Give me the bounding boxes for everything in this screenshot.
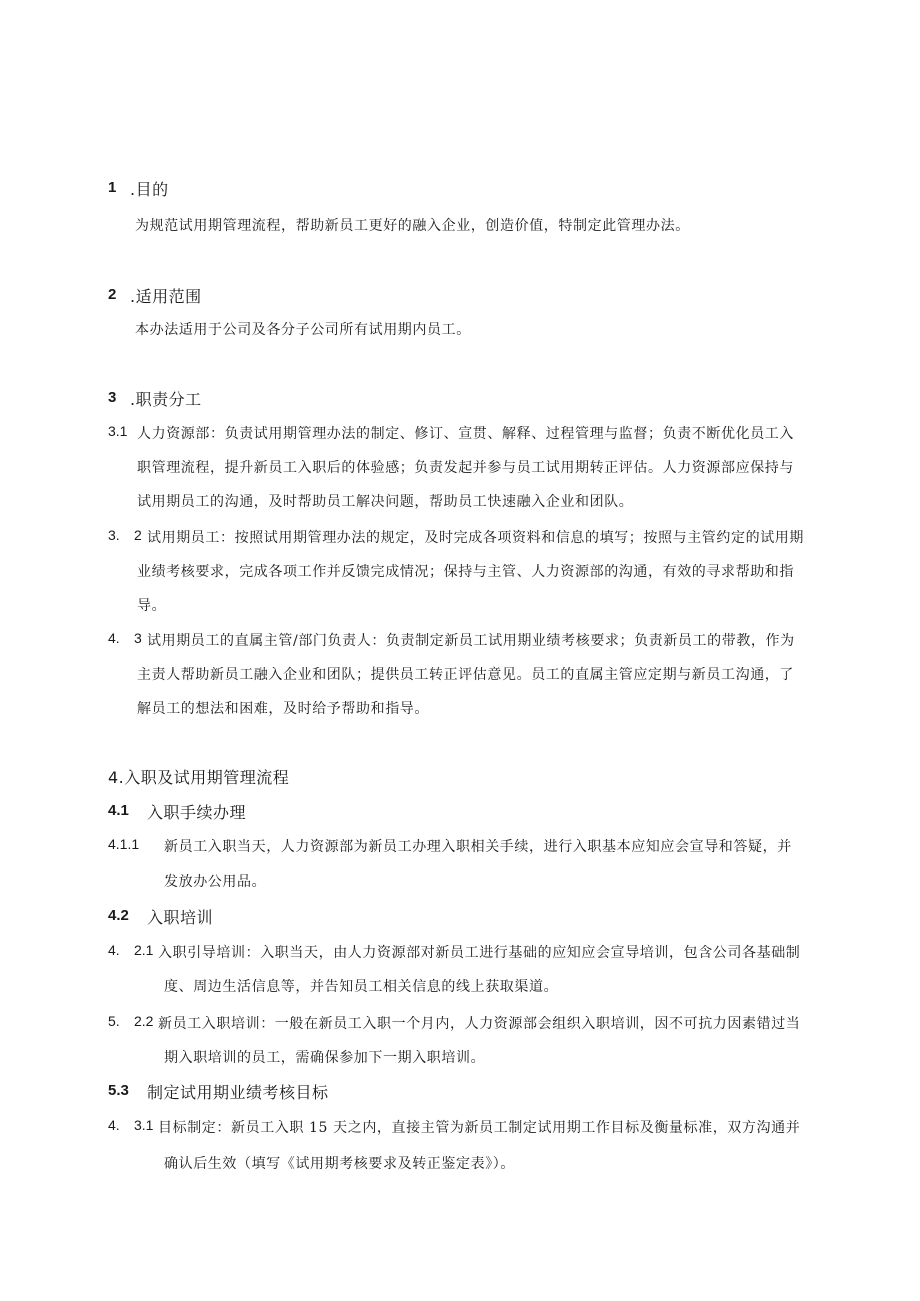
item-4-2-2-line-2: 期入职培训的员工，需确保参加下一期入职培训。: [164, 1050, 486, 1066]
section-2-body: 本办法适用于公司及各分子公司所有试用期内员工。: [135, 322, 471, 338]
section-1-title: .目的: [130, 180, 169, 199]
item-4-2-2-number: 5.: [108, 1013, 120, 1029]
item-3-2-subnumber: 2: [134, 527, 142, 543]
item-4-1-1-number: 4.1.1: [108, 836, 140, 852]
item-3-2-line-1: 试用期员工：按照试用期管理办法的规定，及时完成各项资料和信息的填写；按照与主管约定的试用期: [147, 530, 804, 546]
item-4-2-1-subnumber: 2.1: [134, 942, 154, 958]
item-4-3-1-number: 4.: [108, 1117, 120, 1133]
item-4-2-1-line-2: 度、周边生活信息等，并告知员工相关信息的线上获取渠道。: [164, 979, 559, 995]
section-3-title: .职责分工: [130, 390, 202, 409]
item-4-2-1-line-1: 入职引导培训：入职当天，由人力资源部对新员工进行基础的应知应会宣导培训，包含公司各基础制: [158, 945, 801, 961]
subsection-4-1-title: 入职手续办理: [147, 803, 247, 822]
item-3-3-number: 4.: [108, 630, 120, 646]
item-4-2-2-subnumber: 2.2: [134, 1013, 154, 1029]
subsection-4-1-number: 4.1: [108, 802, 129, 819]
item-3-3-subnumber: 3: [134, 630, 142, 646]
item-4-1-1-line-2: 发放办公用品。: [164, 874, 267, 890]
item-3-3-line-3: 解员工的想法和困难，及时给予帮助和指导。: [137, 701, 429, 717]
item-3-2-line-3: 导。: [137, 598, 167, 614]
section-2-number: 2: [108, 286, 117, 303]
item-4-3-1-line-2: 确认后生效（填写《试用期考核要求及转正鉴定表》）。: [164, 1156, 515, 1172]
item-4-3-1-line-1: 目标制定：新员工入职 15 天之内，直接主管为新员工制定试用期工作目标及衡量标准，双方沟通并: [158, 1120, 801, 1136]
item-3-1-number: 3.1: [108, 423, 128, 439]
item-4-3-1-subnumber: 3.1: [134, 1117, 154, 1133]
subsection-4-2-title: 入职培训: [147, 908, 214, 927]
item-3-3-line-2: 主责人帮助新员工融入企业和团队；提供员工转正评估意见。员工的直属主管应定期与新员工沟通，了: [137, 667, 794, 683]
item-3-3-line-1: 试用期员工的直属主管/部门负责人：负责制定新员工试用期业绩考核要求；负责新员工的带教，作为: [147, 633, 795, 649]
item-3-2-number: 3.: [108, 527, 120, 543]
item-4-2-2-line-1: 新员工入职培训：一般在新员工入职一个月内，人力资源部会组织入职培训，因不可抗力因素错过当: [158, 1016, 801, 1032]
section-1-number: 1: [108, 179, 117, 196]
subsection-5-3-title: 制定试用期业绩考核目标: [147, 1083, 329, 1102]
section-2-title: .适用范围: [130, 287, 202, 306]
section-4-title: 4.入职及试用期管理流程: [108, 768, 290, 787]
item-3-1-line-2: 职管理流程，提升新员工入职后的体验感；负责发起并参与员工试用期转正评估。人力资源部应保持与: [137, 460, 794, 476]
item-3-2-line-2: 业绩考核要求，完成各项工作并反馈完成情况；保持与主管、人力资源部的沟通，有效的寻求帮助和指: [137, 564, 794, 580]
item-4-2-1-number: 4.: [108, 942, 120, 958]
subsection-5-3-number: 5.3: [108, 1082, 129, 1099]
section-3-number: 3: [108, 389, 117, 406]
item-4-1-1-line-1: 新员工入职当天，人力资源部为新员工办理入职相关手续，进行入职基本应知应会宣导和答疑，并: [164, 839, 792, 855]
item-3-1-line-1: 人力资源部：负责试用期管理办法的制定、修订、宣贯、解释、过程管理与监督；负责不断优化员工入: [137, 426, 794, 442]
subsection-4-2-number: 4.2: [108, 907, 129, 924]
section-1-body: 为规范试用期管理流程，帮助新员工更好的融入企业，创造价值，特制定此管理办法。: [135, 218, 690, 234]
item-3-1-line-3: 试用期员工的沟通，及时帮助员工解决问题，帮助员工快速融入企业和团队。: [137, 494, 634, 510]
